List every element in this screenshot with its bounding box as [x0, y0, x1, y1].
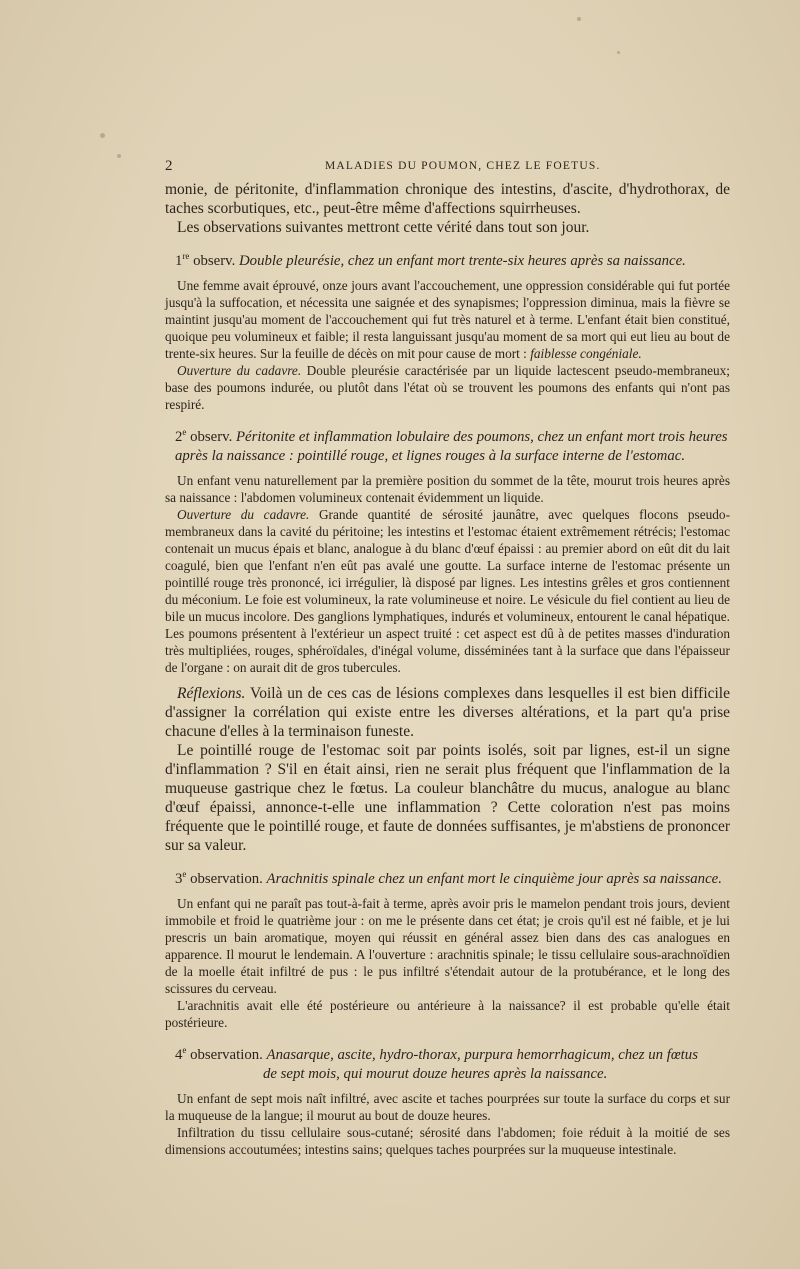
observation-2-autopsy	[165, 506, 730, 676]
observation-heading-continued: de sept mois, qui mourut douze heures après la naissance.	[263, 1065, 608, 1082]
paragraph-text: Voilà un de ces cas de lésions complexes dans lesquelles il est bien difficile d'assigner la corrélation qui existe entre les diverses altérations, et la part qu'a prise chacune d'elles à la terminaison funeste.	[165, 684, 730, 740]
observation-number: 2	[175, 428, 183, 445]
autopsy-label: Ouverture du cadavre.	[177, 362, 302, 378]
paper-stain	[617, 51, 620, 54]
intro-paragraph: Les observations suivantes mettront cette vérité dans tout son jour.	[177, 219, 590, 236]
reflexions-paragraph	[165, 684, 730, 741]
intro-paragraph: monie, de péritonite, d'inflammation chronique des intestins, d'ascite, d'hydrothorax, de taches scorbutiques, etc., peut-être même d'affections squirrheuses.	[165, 181, 730, 217]
observation-heading: Arachnitis spinale chez un enfant mort le cinquième jour après sa naissance.	[266, 870, 722, 887]
observation-number: 3	[175, 870, 183, 887]
page-header	[165, 158, 730, 178]
observation-3-title	[165, 865, 730, 889]
ordinal-suffix: e	[182, 868, 187, 879]
observation-label: observation.	[186, 870, 267, 887]
paper-stain	[100, 133, 105, 138]
paragraph-text: Une femme avait éprouvé, onze jours avant l'accouchement, une oppression considérable qui fut portée jusqu'à la suffocation, et nécessita une saignée et des synapismes; l'oppression diminua, mais la fièvre se maintint jusqu'au moment de l'accouchement qui fut très naturel et à terme. L'enfant était bien constitué, quoique peu volumineux et faible; il resta languissant jusqu'au moment de sa mort qui eut lieu au bout de trente-six heures. Sur la feuille de décès on mit pour cause de mort :	[165, 277, 730, 361]
observation-3-text: Un enfant qui ne paraît pas tout-à-fait à terme, après avoir pris le mamelon pendant trois jours, devient immobile et froid le quatrième jour : on me le présente dans cet état; je crois qu'il est né faible, et je lui prescris un bain aromatique, moyen qui réussit en général assez bien dans des cas analogues en apparence. Il mourut le lendemain. A l'ouverture : arachnitis spinale; le tissu cellulaire sous-arachnoïdien de la moelle était infiltré de pus : le pus infiltré s'étendait autour de la protubérance, et le long des scissures du cerveau.	[165, 895, 730, 996]
observation-1-text	[165, 277, 730, 362]
observation-2-text: Un enfant venu naturellement par la première position du sommet de la tête, mourut trois heures après sa naissance : l'abdomen volumineux contenait évidemment un liquide.	[165, 472, 730, 505]
observation-label: observ.	[186, 428, 236, 445]
paragraph-text: Double pleurésie caractérisée par un liquide lactescent pseudo-membraneux; base des poumons indurée, ou plutôt dans l'état où se trouvent les poumons des enfants qui n'ont pas respiré.	[165, 362, 730, 412]
paper-stain	[577, 17, 581, 21]
running-title: MALADIES DU POUMON, CHEZ LE FOETUS.	[325, 160, 601, 172]
page-body	[165, 180, 730, 1158]
paragraph-text: Grande quantité de sérosité jaunâtre, avec quelques flocons pseudo-membraneux dans la cavité du péritoine; les intestins et l'estomac étaient extrêmement rétrécis; l'estomac contenait un mucus épais et blanc, analogue à du blanc d'œuf épaissi : au premier abord on eût dit du lait coagulé, bien que l'enfant n'en eût pas avalé une goutte. La surface interne de l'estomac présente un pointillé rouge très prononcé, ici irrégulier, là disposé par lignes. Les intestins grêles et gros contiennent du méconium. Le foie est volumineux, la rate volumineuse et noire. Le vésicule du fiel contient au lieu de bile un mucus incolore. Des ganglions lymphatiques, indurés et volumineux, entourent le canal hépatique. Les poumons présentent à l'extérieur un aspect truité : cet aspect est dû à de petites masses d'induration très multipliées, rouges, sphéroïdales, d'inégal volume, disséminées tant à la surface que dans l'épaisseur de l'organe : on aurait dit de gros tubercules.	[165, 506, 730, 675]
observation-1-autopsy	[165, 362, 730, 413]
observation-number: 4	[175, 1046, 183, 1063]
autopsy-label: Ouverture du cadavre.	[177, 506, 310, 522]
reflexions-label: Réflexions.	[177, 684, 246, 702]
observation-heading: Péritonite et inflammation lobulaire des poumons, chez un enfant mort trois heures	[236, 428, 728, 445]
paper-stain	[117, 154, 121, 158]
observation-4-text: Un enfant de sept mois naît infiltré, avec ascite et taches pourprées sur toute la surface du corps et sur la muqueuse de la langue; il mourut au bout de douze heures.	[165, 1090, 730, 1123]
cause-of-death: faiblesse congéniale.	[530, 345, 642, 361]
ordinal-suffix: e	[182, 426, 187, 437]
reflexions-paragraph: Le pointillé rouge de l'estomac soit par points isolés, soit par lignes, est-il un signe d'inflammation ? S'il en était ainsi, rien ne serait plus fréquent que l'inflammation de la muqueuse gastrique chez le fœtus. La couleur blanchâtre du mucus, analogue au blanc d'œuf épaissi, annonce-t-elle une inflammation ? Cette coloration n'est pas moins fréquente que le pointillé rouge, et faute de données suffisantes, je m'abstiens de prononcer sur sa valeur.	[165, 741, 730, 854]
page-number: 2	[165, 158, 173, 174]
observation-label: observation.	[186, 1046, 267, 1063]
observation-number: 1	[175, 252, 183, 269]
ordinal-suffix: e	[182, 1044, 187, 1055]
observation-4-title	[165, 1041, 730, 1084]
observation-2-title	[165, 423, 730, 466]
ordinal-suffix: re	[182, 251, 190, 261]
observation-heading-continued: après la naissance : pointillé rouge, et lignes rouges à la surface interne de l'estomac.	[175, 447, 686, 464]
observation-label: observ.	[189, 252, 239, 269]
observation-1-title	[165, 247, 730, 271]
observation-4-text: Infiltration du tissu cellulaire sous-cutané; sérosité dans l'abdomen; foie réduit à la moitié de ses dimensions accoutumées; intestins sains; quelques taches pourprées sur la muqueuse intestinale.	[165, 1124, 730, 1157]
observation-heading: Anasarque, ascite, hydro-thorax, purpura hemorrhagicum, chez un fœtus	[266, 1046, 698, 1063]
observation-3-text: L'arachnitis avait elle été postérieure ou antérieure à la naissance? il est probable qu'elle était postérieure.	[165, 997, 730, 1030]
observation-heading: Double pleurésie, chez un enfant mort trente-six heures après sa naissance.	[239, 252, 686, 269]
